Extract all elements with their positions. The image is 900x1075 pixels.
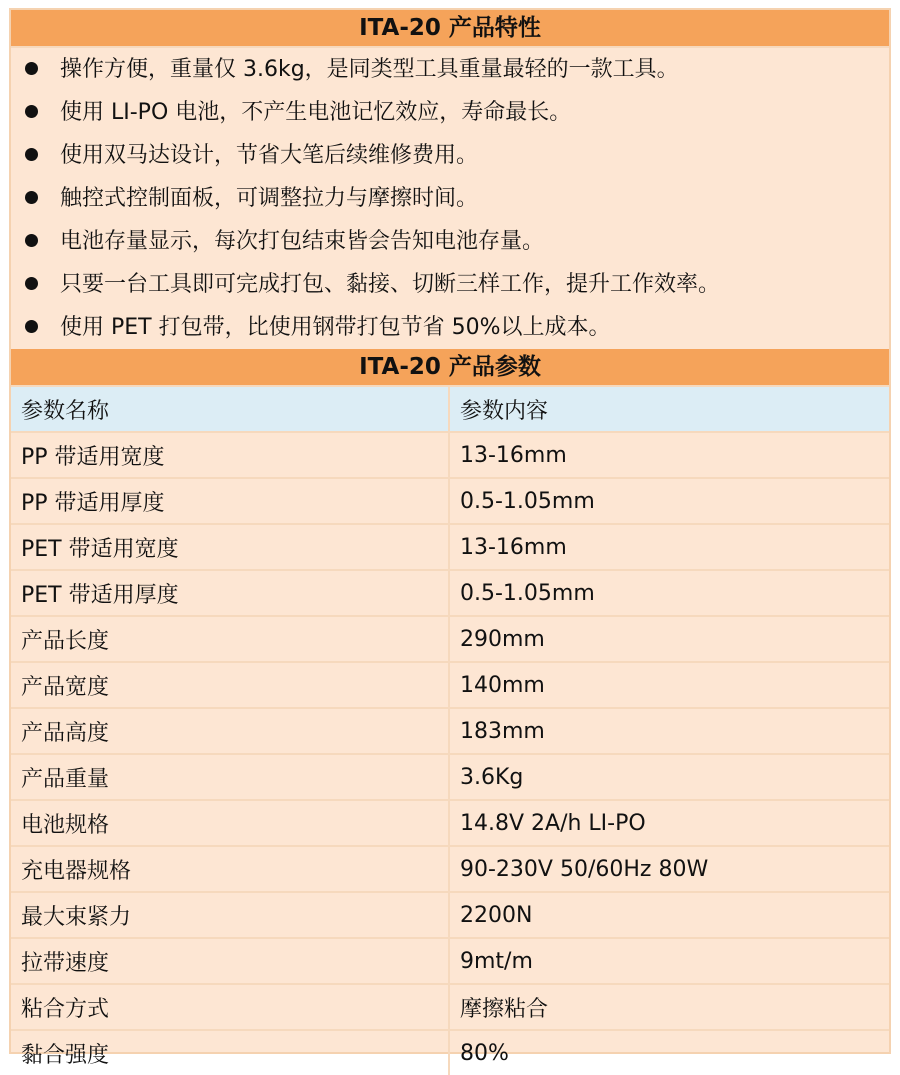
table-row [11,432,889,478]
param-value: 0.5-1.05mm [449,570,889,616]
feature-item [11,263,889,306]
feature-text: 使用 LI-PO 电池，不产生电池记忆效应，寿命最长。 [60,100,572,125]
feature-text: 操作方便，重量仅 3.6kg，是同类型工具重量最轻的一款工具。 [60,57,679,82]
param-name: PET 带适用厚度 [11,570,449,616]
param-value: 140mm [449,662,889,708]
feature-item [11,177,889,220]
table-row [11,524,889,570]
feature-text: 电池存量显示，每次打包结束皆会告知电池存量。 [60,229,545,254]
table-row [11,1030,889,1075]
header-param-name: 参数名称 [11,387,449,432]
bullet-icon [25,148,38,161]
param-name: 产品重量 [11,754,449,800]
table-row [11,616,889,662]
bullet-icon [25,105,38,118]
table-row [11,800,889,846]
bullet-icon [25,277,38,290]
table-row [11,984,889,1030]
table-row [11,570,889,616]
param-name: PET 带适用宽度 [11,524,449,570]
param-value: 183mm [449,708,889,754]
param-name: 拉带速度 [11,938,449,984]
table-row [11,708,889,754]
table-row [11,662,889,708]
param-name: PP 带适用厚度 [11,478,449,524]
param-value: 9mt/m [449,938,889,984]
table-row [11,892,889,938]
param-value: 0.5-1.05mm [449,478,889,524]
table-row [11,846,889,892]
param-name: 产品高度 [11,708,449,754]
param-name: 产品长度 [11,616,449,662]
feature-list [11,48,889,349]
params-header-row [11,387,889,432]
feature-item [11,48,889,91]
param-value: 290mm [449,616,889,662]
param-value: 13-16mm [449,432,889,478]
product-spec-sheet [9,8,891,1068]
bullet-icon [25,234,38,247]
params-table [11,387,889,1075]
param-value: 摩擦粘合 [449,984,889,1030]
feature-item [11,91,889,134]
param-value: 90-230V 50/60Hz 80W [449,846,889,892]
param-name: 最大束紧力 [11,892,449,938]
features-title: ITA-20 产品特性 [11,10,889,48]
table-row [11,478,889,524]
param-value: 13-16mm [449,524,889,570]
header-param-value: 参数内容 [449,387,889,432]
feature-text: 触控式控制面板，可调整拉力与摩擦时间。 [60,186,479,211]
feature-item [11,220,889,263]
feature-item [11,134,889,177]
param-name: 电池规格 [11,800,449,846]
param-name: 粘合方式 [11,984,449,1030]
param-name: 充电器规格 [11,846,449,892]
param-value: 2200N [449,892,889,938]
param-value: 14.8V 2A/h LI-PO [449,800,889,846]
feature-text: 使用 PET 打包带，比使用钢带打包节省 50%以上成本。 [60,315,611,340]
feature-text: 只要一台工具即可完成打包、黏接、切断三样工作，提升工作效率。 [60,272,721,297]
param-value: 3.6Kg [449,754,889,800]
feature-item [11,306,889,349]
feature-text: 使用双马达设计，节省大笔后续维修费用。 [60,143,479,168]
param-name: PP 带适用宽度 [11,432,449,478]
bullet-icon [25,320,38,333]
param-name: 产品宽度 [11,662,449,708]
bullet-icon [25,191,38,204]
table-row [11,938,889,984]
bullet-icon [25,62,38,75]
param-value: 80% [449,1030,889,1075]
params-title: ITA-20 产品参数 [11,349,889,387]
param-name: 黏合强度 [11,1030,449,1075]
table-row [11,754,889,800]
